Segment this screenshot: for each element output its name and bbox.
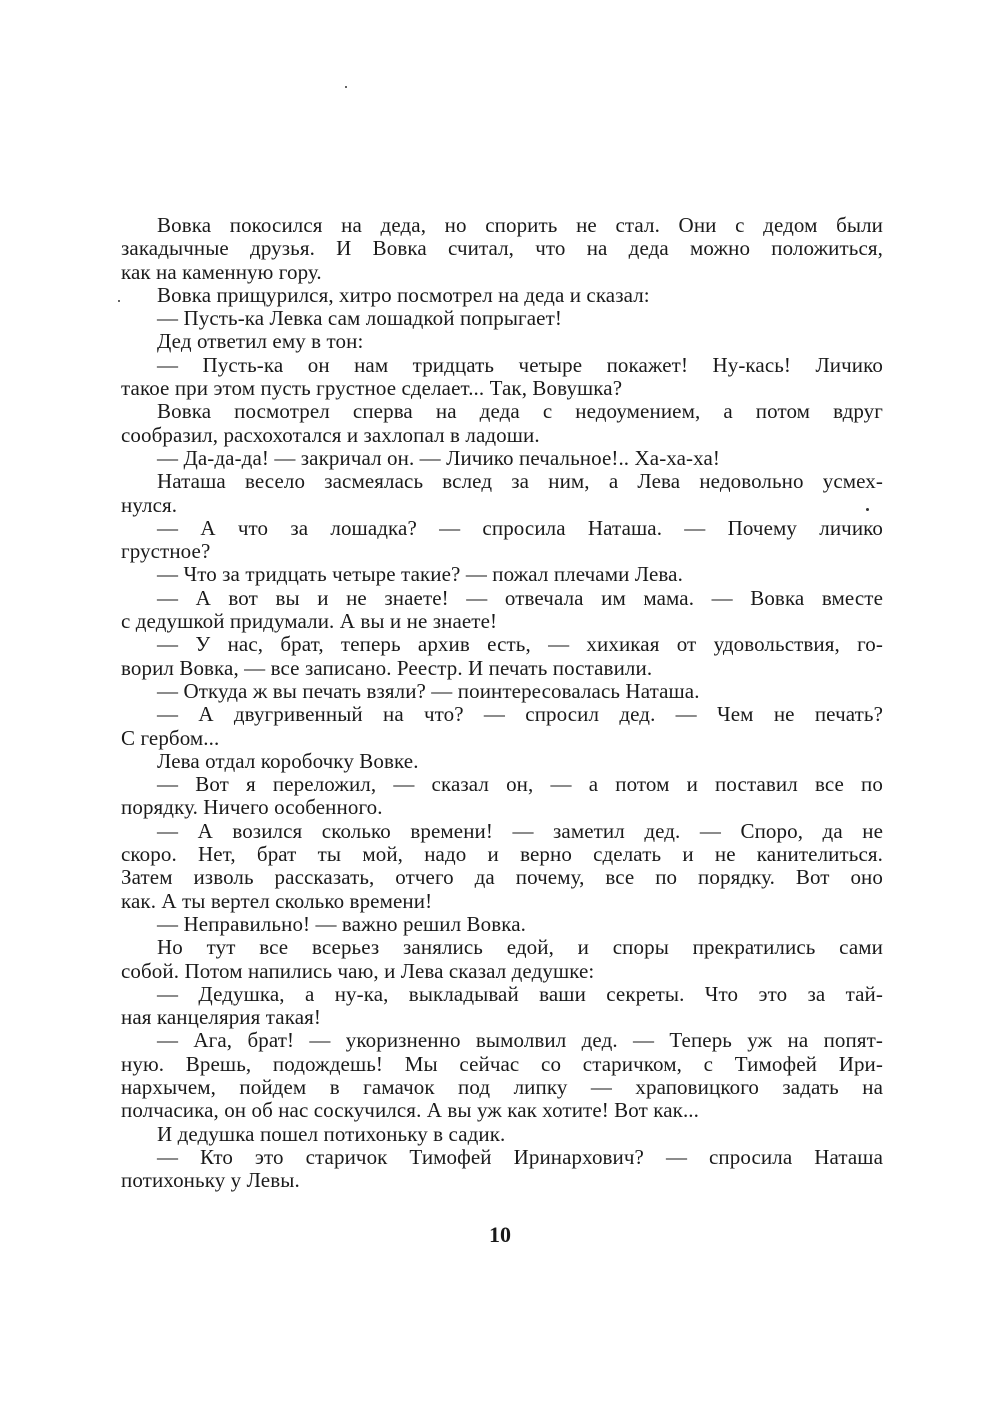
text-line: ную. Врешь, подождешь! Мы сейчас со старичком, с Тимофей Ири- (121, 1051, 883, 1076)
text-line: Вовка покосился на деда, но спорить не стал. Они с дедом были (157, 213, 883, 237)
text-line: как на каменную гору. (121, 259, 322, 284)
text-line: — А вот вы и не знаете! — отвечала им мама. — Вовка вместе (157, 585, 883, 610)
page-number: 10 (489, 1222, 511, 1247)
text-line: Вовка прищурился, хитро посмотрел на деда и сказал: (157, 282, 650, 307)
text-line: Дед ответил ему в тон: (157, 329, 364, 354)
text-line: Вовка посмотрел сперва на деда с недоумением, а потом вдруг (157, 399, 883, 424)
text-line: грустное? (121, 539, 211, 564)
text-line: — Кто это старичок Тимофей Иринархович? — спросила Наташа (157, 1144, 883, 1169)
text-line: Затем изволь рассказать, отчего да почему, все по порядку. Вот оно (121, 865, 883, 890)
text-line: собой. Потом напились чаю, и Лева сказал дедушке: (121, 958, 595, 983)
text-line: нулся. (121, 492, 178, 517)
text-line: Но тут все всерьез занялись едой, и споры прекратились сами (157, 935, 883, 960)
text-line: — А что за лошадка? — спросила Наташа. — Почему личико (157, 515, 883, 540)
text-line: закадычные друзья. И Вовка считал, что на деда можно положиться, (121, 236, 883, 261)
text-line: такое при этом пусть грустное сделает... Так, Вовушка? (121, 376, 623, 401)
text-line: — Вот я переложил, — сказал он, — а потом и поставил все по (157, 772, 883, 797)
text-line: полчасика, он об нас соскучился. А вы уж как хотите! Вот как... (121, 1098, 699, 1123)
text-line: нархычем, пойдем в гамачок под липку — храповицкого задать на (121, 1074, 883, 1099)
text-line: — Что за тридцать четыре такие? — пожал плечами Лева. (157, 562, 683, 587)
text-line: — У нас, брат, теперь архив есть, — хихикая от удовольствия, го- (157, 632, 883, 657)
text-line: с дедушкой придумали. А вы и не знаете! (121, 609, 498, 634)
text-line: ная канцелярия такая! (121, 1005, 321, 1030)
text-line: порядку. Ничего особенного. (121, 795, 383, 820)
text-line: Лева отдал коробочку Вовке. (157, 748, 419, 773)
text-line: — А двугривенный на что? — спросил дед. — Чем не печать? (157, 702, 883, 727)
text-line: скоро. Нет, брат ты мой, надо и верно сделать и не канителиться. (121, 842, 883, 867)
text-line: сообразил, расхохотался и захлопал в ладоши. (121, 422, 540, 447)
text-line: — Пусть-ка Левка сам лошадкой попрыгает! (157, 306, 562, 331)
text-line: как. А ты вертел сколько времени! (121, 888, 433, 913)
text-line: — Пусть-ка он нам тридцать четыре покажет! Ну-кась! Личико (157, 352, 883, 377)
text-line: И дедушка пошел потихоньку в садик. (157, 1121, 506, 1146)
text-line: потихоньку у Левы. (121, 1168, 300, 1193)
text-line: С гербом... (121, 725, 220, 750)
text-line: — Откуда ж вы печать взяли? — поинтересовалась Наташа. (157, 678, 700, 703)
body-text (121, 214, 883, 1192)
ink-speck (345, 86, 347, 88)
text-line: — Ага, брат! — укоризненно вымолвил дед. — Теперь уж на попят- (157, 1028, 883, 1053)
text-line: — Неправильно! — важно решил Вовка. (157, 911, 527, 936)
text-line: ворил Вовка, — все записано. Реестр. И печать поставили. (121, 655, 653, 680)
ink-speck (118, 300, 120, 302)
text-line: — Да-да-да! — закричал он. — Личико печальное!.. Ха-ха-ха! (157, 445, 720, 470)
text-line: — А возился сколько времени! — заметил дед. — Споро, да не (157, 818, 883, 843)
text-line: — Дедушка, а ну-ка, выкладывай ваши секреты. Что это за тай- (157, 981, 883, 1006)
text-line: Наташа весело засмеялась вслед за ним, а Лева недовольно усмех- (157, 469, 883, 494)
